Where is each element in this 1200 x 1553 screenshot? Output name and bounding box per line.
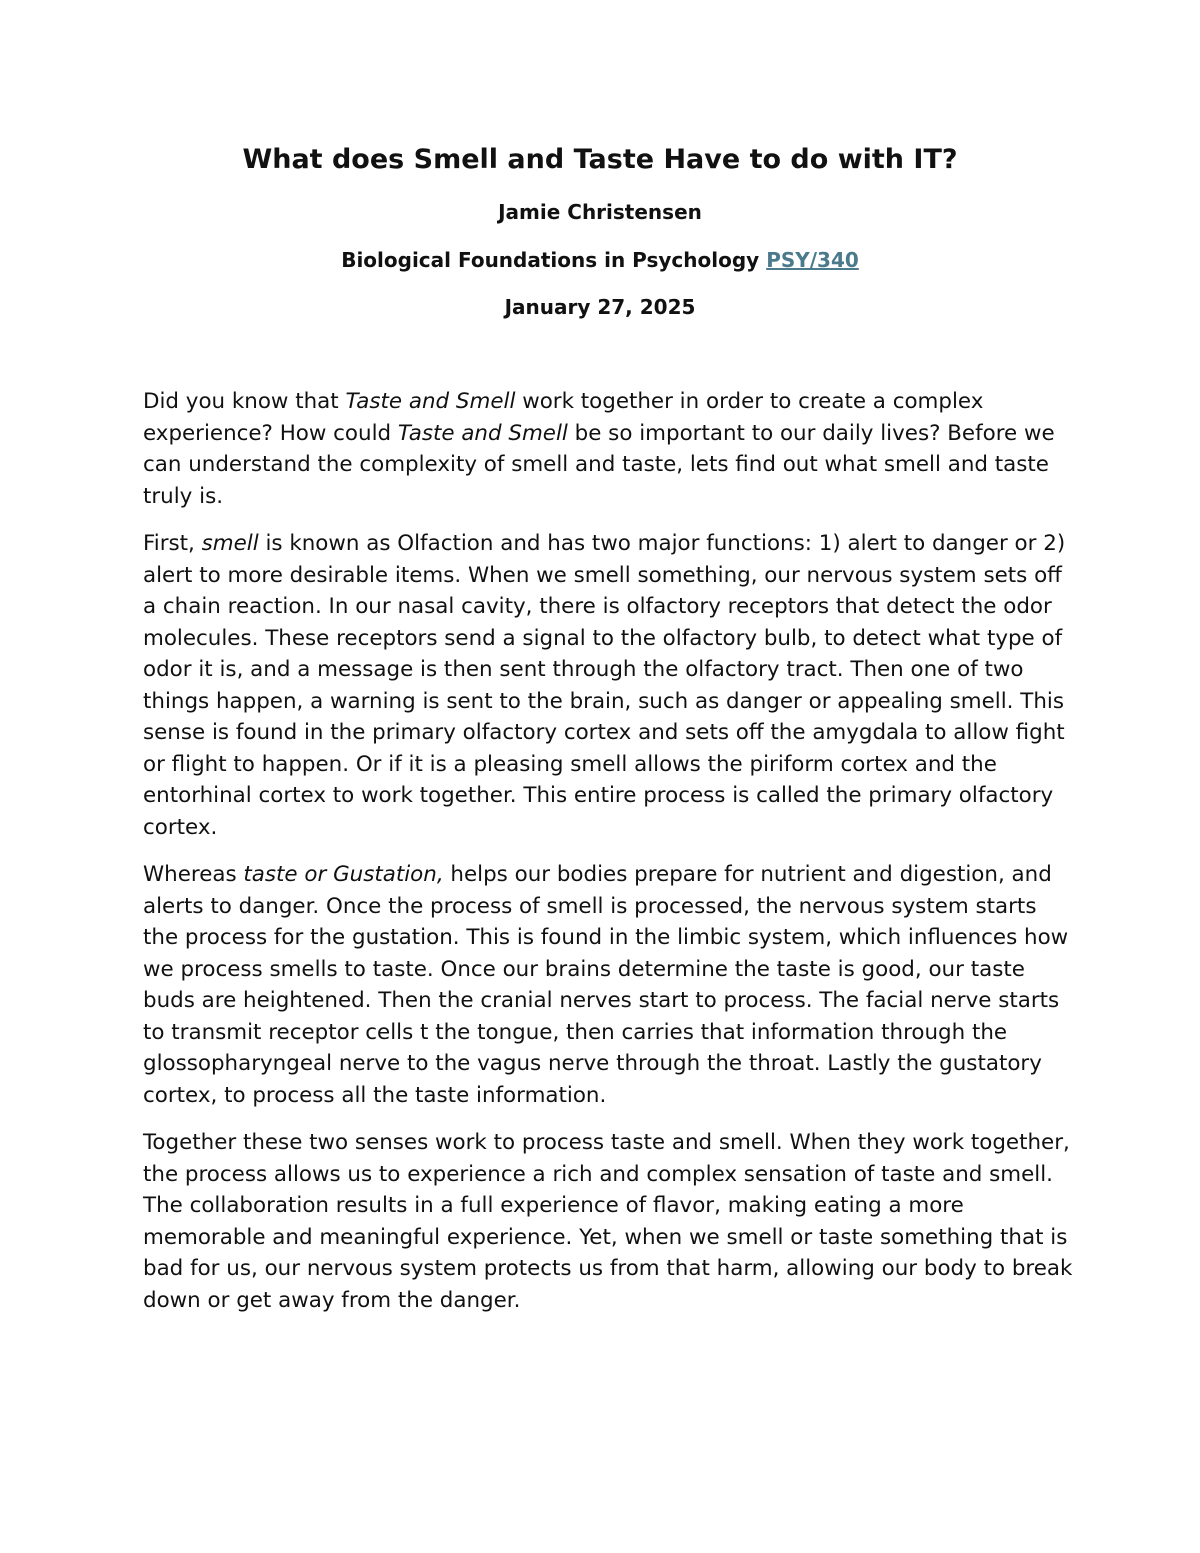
emphasis-text: Taste and Smell: [397, 420, 568, 446]
emphasis-text: Taste and Smell: [345, 389, 516, 414]
course-name: Biological Foundations in Psychology: [341, 248, 767, 272]
paragraph-conclusion: [143, 1127, 1073, 1316]
document-title: What does Smell and Taste Have to do with IT?: [242, 144, 958, 175]
paragraph-taste: [143, 859, 1073, 1111]
document-body: [143, 386, 1073, 1332]
author-name: Jamie Christensen: [498, 200, 702, 224]
text-run: be so important to our daily lives? Before we can understand the complexity of smell and taste, lets find out what smell and taste truly is.: [143, 420, 1055, 509]
text-run: Whereas: [143, 862, 244, 887]
text-run: First,: [143, 531, 202, 556]
text-run: is known as Olfaction and has two major functions: 1) alert to danger or 2) alert to more desirable items. When we smell something, our nervous system sets off a chain reaction. In our nasal cavity, there is olfactory receptors that detect the odor molecules. These receptors send a signal to the olfactory bulb, to detect what type of odor it is, and a message is then sent through the olfactory tract. Then one of two things happen, a warning is sent to the brain, such as danger or appealing smell. This sense is found in the primary olfactory cortex and sets off the amygdala to allow fight or flight to happen. Or if it is a pleasing smell allows the piriform cortex and the entorhinal cortex to work together. This entire process is called the primary olfactory cortex.: [143, 531, 1066, 840]
paragraph-smell: [143, 528, 1073, 843]
paragraph-intro: [143, 386, 1073, 512]
text-run: helps our bodies prepare for nutrient and digestion, and alerts to danger. Once the process of smell is processed, the nervous system starts the process for the gustation. This is found in the limbic system, which influences how we process smells to taste. Once our brains determine the taste is good, our taste buds are heightened. Then the cranial nerves start to process. The facial nerve starts to transmit receptor cells t the tongue, then carries that information through the glossopharyngeal nerve to the vagus nerve through the throat. Lastly the gustatory cortex, to process all the taste information.: [143, 862, 1069, 1108]
course-code-link[interactable]: PSY/340: [766, 248, 859, 272]
text-run: Together these two senses work to process taste and smell. When they work together, the process allows us to experience a rich and complex sensation of taste and smell. The collaboration results in a full experience of flavor, making eating a more memorable and meaningful experience. Yet, when we smell or taste something that is bad for us, our nervous system protects us from that harm, allowing our body to break down or get away from the danger.: [143, 1130, 1073, 1313]
course-line: [0, 246, 1200, 274]
emphasis-text: taste or Gustation,: [243, 862, 444, 887]
document-date: January 27, 2025: [504, 295, 696, 319]
text-run: work together in order to create a complex experience? How could: [143, 389, 984, 446]
emphasis-text: smell: [201, 531, 259, 556]
text-run: Did you know that: [143, 389, 346, 414]
